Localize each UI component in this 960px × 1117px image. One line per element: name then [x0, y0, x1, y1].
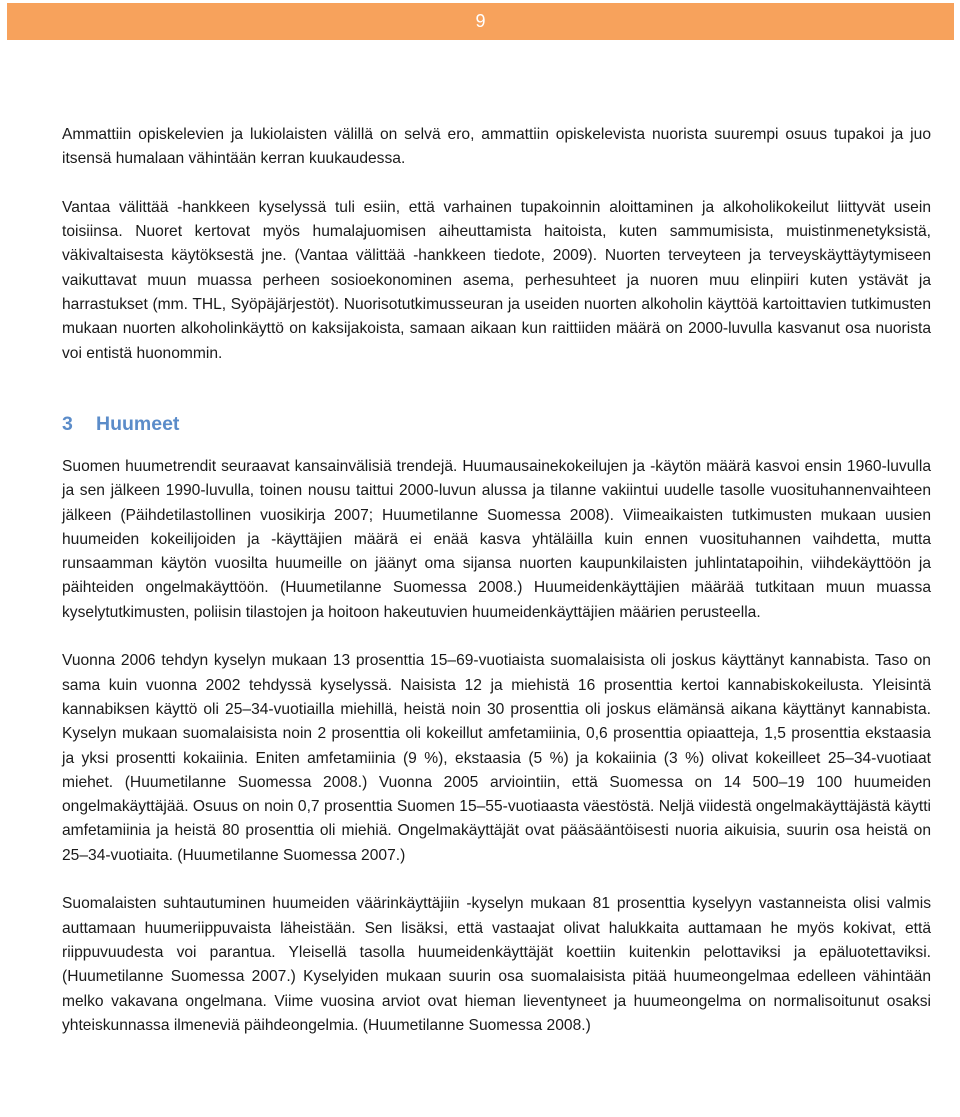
document-body	[62, 123, 931, 1038]
paragraph-attitudes: Suomalaisten suhtautuminen huumeiden väärinkäyttäjiin -kyselyn mukaan 81 prosenttia kyselyyn vastanneista olisi valmis auttamaan huumeriippuvaista läheistään. Sen lisäksi, että vastaajat olivat halukkaita auttamaan he myös kokivat, että riippuvuudesta voi parantua. Yleisellä tasolla huumeidenkäyttäjät koettiin kuitenkin pelottaviksi ja epäluotettaviksi. (Huumetilanne Suomessa 2007.) Kyselyiden mukaan suurin osa suomalaisista pitää huumeongelmaa edelleen vähintään melko vakavana ongelmana. Viime vuosina arviot ovat hieman lieventyneet ja huumeongelma on normalisoitunut osaksi yhteiskunnassa ilmeneviä päihdeongelmia. (Huumetilanne Suomessa 2008.)	[62, 895, 931, 1034]
paragraph-statistics: Vuonna 2006 tehdyn kyselyn mukaan 13 prosenttia 15–69-vuotiaista suomalaisista oli joskus käyttänyt kannabista. Taso on sama kuin vuonna 2002 tehdyssä kyselyssä. Naisista 12 ja miehistä 16 prosenttia kertoi kannabiskokeilusta. Yleisintä kannabiksen käyttö oli 25–34-vuotiailla miehillä, heistä noin 30 prosenttia oli joskus elämänsä aikana käyttänyt kannabista. Kyselyn mukaan suomalaisista noin 2 prosenttia oli kokeillut amfetamiinia, 0,6 prosenttia opiaatteja, 1,5 prosenttia ekstaasia ja yksi prosentti kokaiinia. Eniten amfetamiinia (9 %), ekstaasia (5 %) ja kokaiinia (3 %) olivat kokeilleet 25–34-vuotiaat miehet. (Huumetilanne Suomessa 2008.) Vuonna 2005 arviointiin, että Suomessa on 14 500–19 100 huumeiden ongelmakäyttäjää. Osuus on noin 0,7 prosenttia Suomen 15–55-vuotiaasta väestöstä. Neljä viidestä ongelmakäyttäjästä käytti amfetamiinia ja heistä 80 prosenttia oli miehiä. Ongelmakäyttäjät ovat pääsääntöisesti nuoria aikuisia, suurin osa heistä on 25–34-vuotiaita. (Huumetilanne Suomessa 2007.)	[62, 652, 931, 864]
section-heading	[62, 410, 931, 438]
page-header	[7, 3, 954, 40]
paragraph-intro: Ammattiin opiskelevien ja lukiolaisten välillä on selvä ero, ammattiin opiskelevista nuorista suurempi osuus tupakoi ja juo itsensä humalaan vähintään kerran kuukaudessa.	[62, 126, 931, 168]
section-number: 3	[62, 412, 73, 435]
page-number: 9	[475, 11, 486, 31]
paragraph-vantaa: Vantaa välittää -hankkeen kyselyssä tuli esiin, että varhainen tupakoinnin aloittaminen ja alkoholikokeilut liittyvät usein toisiinsa. Nuoret kertovat myös humalajuomisen aiheuttamista haitoista, kuten sammumisista, muistinmenetyksistä, väkivaltaisesta käytöksestä jne. (Vantaa välittää -hankkeen tiedote, 2009). Nuorten terveyteen ja terveyskäyttäytymiseen vaikuttavat muun muassa perheen sosioekonominen asema, perhesuhteet ja nuoren muu elinpiiri kuten ystävät ja harrastukset (mm. THL, Syöpäjärjestöt). Nuorisotutkimusseuran ja useiden nuorten alkoholin käyttöä kartoittavien tutkimusten mukaan nuorten alkoholinkäyttö on kaksijakoista, samaan aikaan kun raittiiden määrä on 2000-luvulla kasvanut osa nuorista voi entistä huonommin.	[62, 198, 931, 362]
section-title: Huumeet	[96, 412, 180, 435]
paragraph-trends: Suomen huumetrendit seuraavat kansainvälisiä trendejä. Huumausainekokeilujen ja -käytön määrä kasvoi ensin 1960-luvulla ja sen jälkeen 1990-luvulla, toinen nousu taittui 2000-luvun alussa ja tilanne vakiintui uudelle tasolle vuosituhannenvaihteen jälkeen (Päihdetilastollinen vuosikirja 2007; Huumetilanne Suomessa 2008). Viimeaikaisten tutkimusten mukaan uusien huumeiden kokeilijoiden ja -käyttäjien määrä ei enää kasva yhtäläilla kuin ennen vuosituhannen vaihdetta, mutta runsaamman käytön vuosilta huumeille on jäänyt oma sijansa nuorten kaupunkilaisten juhlintatapoihin, viihdekäyttöön ja päihteiden ongelmakäyttöön. (Huumetilanne Suomessa 2008.) Huumeidenkäyttäjien määrää tutkitaan muun muassa kyselytutkimusten, poliisin tilastojen ja hoitoon hakeutuvien huumeidenkäyttäjien määrien perusteella.	[62, 457, 931, 621]
